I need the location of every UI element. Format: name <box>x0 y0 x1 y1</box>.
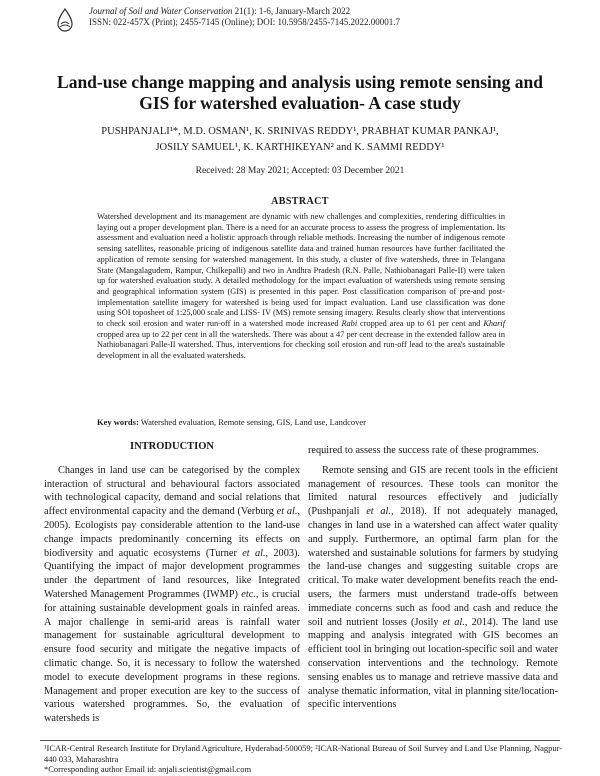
abstract-text-1: Watershed development and its management are dynamic with new challenges and complexities, rendering difficulties in laying out a proper development plan. There is a need for an accurate process to assess the progress of implementation. Its assessment and evaluation need a holistic approach through reliable methods. Increasing the number of indigenous remote sensing satellites, reasonable pricing of indigenous satellite data and trained human resources have further facilitated the application of remote sensing for watershed management. In this study, a cluster of five watersheds, three in Telangana State (Mangalagudem, Rampur, Chilkepalli) and two in Andhra Pradesh (R.N. Palle, Nathiobanagari Palle-II) were taken up for watershed evaluation study. A detailed methodology for the impact evaluation of watersheds using remote sensing and geographical information system (GIS) is presented in this paper. Post classification comparison of pre-and post-implementation satellite imagery for watershed is being used for impact evaluation. Land use classification was done using SOI toposheet of 1:25,000 scale and LISS- IV (MS) remote sensing imagery. Results clearly show that interventions to check soil erosion and water run-off in a watershed mode increased <box>97 212 505 329</box>
intro-paragraph-continued: required to assess the success rate of these programmes. <box>308 445 539 456</box>
journal-citation <box>89 6 544 17</box>
issue-info: 21(1): 1-6, January-March 2022 <box>234 6 351 16</box>
right-column <box>308 444 558 712</box>
intro-text-g: , 2014). The land use mapping and analysis integrated with GIS becomes an efficient tool in bringing out location-specific soil and water conservation interventions and the technology. Remote sensing enables us to manage and retrieve massive data and analyse thematic information, vital in planning site/location-specific interventions <box>308 616 558 711</box>
paper-title: Land-use change mapping and analysis using remote sensing and GIS for watershed evaluation- A case study <box>57 72 543 113</box>
intro-text-d: , is crucial for attaining sustainable development goals in rainfed areas. A major challenge in semi-arid areas is rainfall water management for sustainable agricultural development to ensure food security and mitigate the negative impacts of climatic change. So, it is necessary to follow the watershed model to execute development programs in these regions. Management and proper execution are key to the success of various watershed programmes. So, the evaluation of watersheds is <box>44 588 301 725</box>
kharif-term: Kharif <box>483 319 506 329</box>
rabi-term: Rabi <box>341 319 358 329</box>
received-dates: Received: 28 May 2021; Accepted: 03 December 2021 <box>195 166 405 176</box>
abstract-text-3: cropped area up to 22 per cent in all the watersheds. There was about a 47 per cent decrease in the extended fallow area in Nathiobanagari Palle-II watershed. Thus, interventions for checking soil erosion and run-off lead to the area's sustainable development in all the evaluated watersheds. <box>97 329 505 361</box>
issn-doi: ISSN: 022-457X (Print); 2455-7145 (Online); DOI: 10.5958/2455-7145.2022.00001.7 <box>89 17 400 27</box>
affiliations-footnote: ¹ICAR-Central Research Institute for Dryland Agriculture, Hyderabad-500059; ²ICAR-National Bureau of Soil Survey and Land Use Planning, Nagpur-440 033, Maharashtra <box>44 743 563 764</box>
authors-line-2: JOSILY SAMUEL¹, K. KARTHIKEYAN² and K. SAMMI REDDY¹ <box>155 142 445 153</box>
footnotes <box>44 743 564 775</box>
intro-text-e: Remote sensing and GIS are recent tools in the efficient management of resources. These tools can monitor the limited natural resources effectively and judicially (Pushpanjali <box>308 464 558 518</box>
abstract-body <box>97 212 505 362</box>
abstract-heading: ABSTRACT <box>271 196 329 207</box>
intro-text-a: Changes in land use can be categorised by the complex interaction of structural and behavioural factors associated with technological capacity, demand and social relations that affect environmental capacity and the demand (Verburg <box>44 464 300 518</box>
intro-paragraph-1 <box>44 464 300 726</box>
author-list <box>40 124 560 156</box>
introduction-heading: INTRODUCTION <box>129 441 214 452</box>
footnote-divider <box>40 740 560 741</box>
et-al-citation: et al. <box>276 506 298 518</box>
intro-text-c: , 2003). Quantifying the impact of major development programmes under the department of land resources, like Integrated Watershed Management Programmes (IWMP) <box>44 547 301 600</box>
left-column <box>44 440 300 726</box>
journal-name: Journal of Soil and Water Conservation <box>89 6 233 16</box>
intro-text-f: , 2018). If not adequately managed, changes in land use in a watershed can affect water quality and supply. Furthermore, an optimal farm plan for the watershed and sustainable solutions for farmers by studying the land-use changes and suggesting suitable crops are critical. To make water development benefits reach the end-users, the farmers must understand trade-offs between immediate concerns such as food and cash and reduce the soil and nutrient losses (Josily <box>308 506 559 628</box>
etc-term: etc. <box>241 588 256 600</box>
et-al-citation: et al. <box>366 506 391 518</box>
intro-paragraph-2 <box>308 464 558 712</box>
keywords-text: Watershed evaluation, Remote sensing, GIS, Land use, Landcover <box>140 417 366 427</box>
intro-text-b: , 2005). Ecologists pay considerable attention to the land-use change impacts predominantly concerning its effects on biodiversity and aquatic ecosystems (Turner <box>44 506 301 559</box>
journal-header <box>64 6 544 28</box>
keywords <box>97 417 505 428</box>
et-al-citation: et al. <box>242 547 266 559</box>
abstract-text-2: cropped area up to 61 per cent and <box>360 319 481 329</box>
keywords-label: Key words: <box>97 417 139 427</box>
corresponding-author-footnote: *Corresponding author Email id: anjali.scientist@gmail.com <box>44 764 252 774</box>
authors-line-1: PUSHPANJALI¹*, M.D. OSMAN¹, K. SRINIVAS REDDY¹, PRABHAT KUMAR PANKAJ¹, <box>101 126 499 137</box>
et-al-citation: et al. <box>442 616 465 628</box>
journal-logo-icon <box>56 8 74 32</box>
